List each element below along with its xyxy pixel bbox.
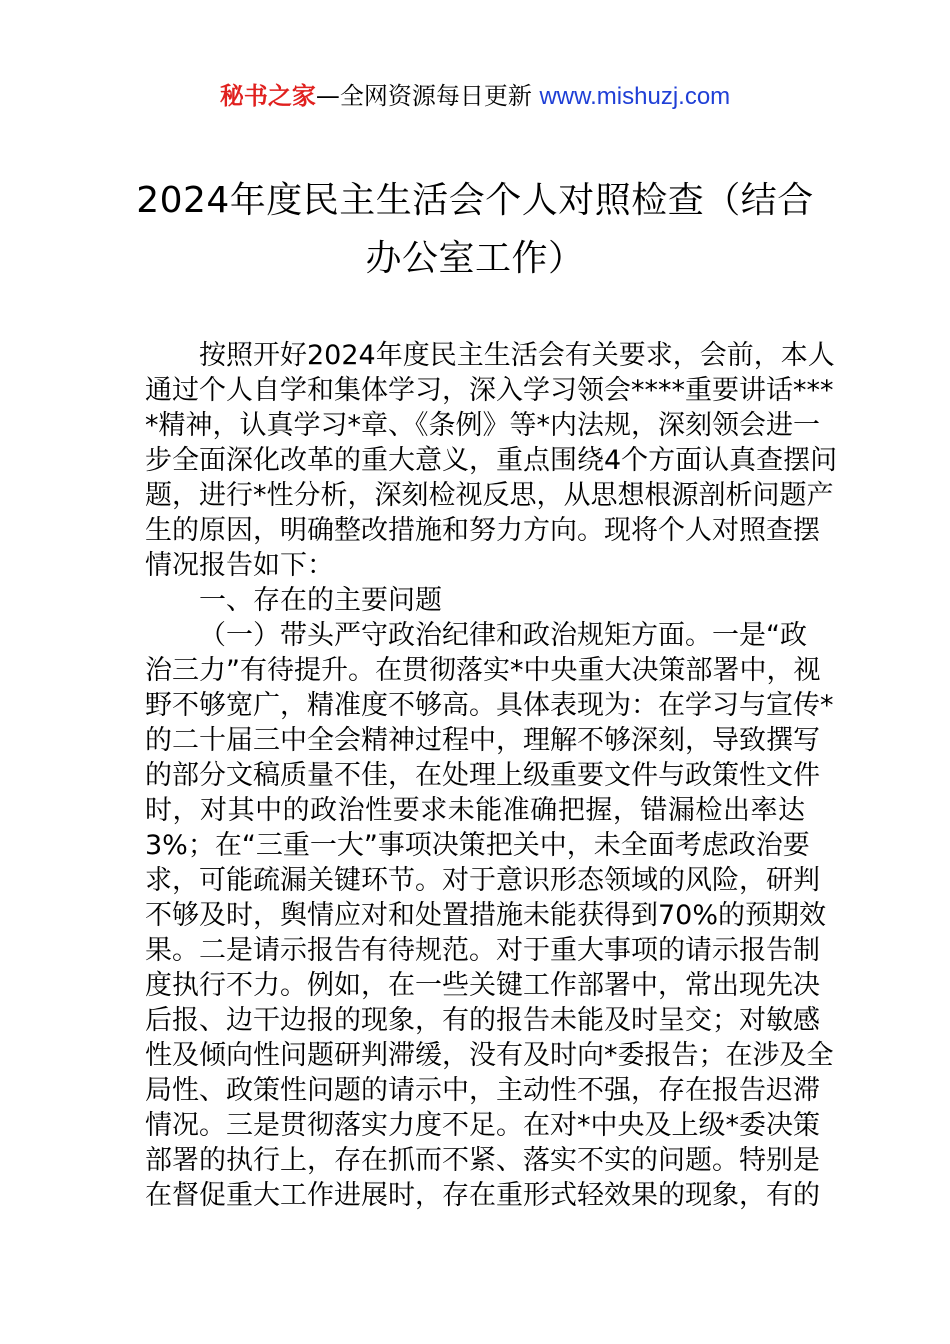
paragraph-line: 性及倾向性问题研判滞缓，没有及时向*委报告；在涉及全: [145, 1040, 834, 1071]
paragraph-line: 3%；在“三重一大”事项决策把关中，未全面考虑政治要: [145, 830, 810, 861]
paragraph-line: 果。二是请示报告有待规范。对于重大事项的请示报告制: [145, 935, 820, 966]
paragraph-line: 求，可能疏漏关键环节。对于意识形态领域的风险，研判: [145, 865, 820, 896]
paragraph-line: 通过个人自学和集体学习，深入学习领会****重要讲话***: [145, 375, 834, 406]
paragraph-line: （一）带头严守政治纪律和政治规矩方面。一是“政: [199, 620, 807, 651]
paragraph-line: 的二十届三中全会精神过程中，理解不够深刻，导致撰写: [145, 725, 820, 756]
site-brand: 秘书之家: [219, 82, 316, 110]
paragraph-line: 按照开好2024年度民主生活会有关要求，会前，本人: [199, 340, 835, 371]
title-line: 2024年度民主生活会个人对照检查（结合: [136, 180, 814, 221]
site-header: [0, 78, 950, 115]
paragraph-line: 题，进行*性分析，深刻检视反思，从思想根源剖析问题产: [145, 480, 834, 511]
title-line: 办公室工作）: [365, 238, 585, 279]
paragraph-line: 治三力”有待提升。在贯彻落实*中央重大决策部署中，视: [145, 655, 821, 686]
paragraph-line: 的部分文稿质量不佳，在处理上级重要文件与政策性文件: [145, 760, 820, 791]
section-heading: [0, 583, 950, 618]
paragraph-line: 野不够宽广，精准度不够高。具体表现为：在学习与宣传*: [145, 690, 834, 721]
paragraph-line: 不够及时，舆情应对和处置措施未能获得到70%的预期效: [145, 900, 827, 931]
problems-paragraph: [0, 618, 950, 1213]
site-url-link[interactable]: www.mishuzj.com: [539, 83, 731, 110]
paragraph-line: 步全面深化改革的重大意义，重点围绕4个方面认真查摆问: [145, 445, 838, 476]
site-tagline: —全网资源每日更新: [315, 82, 540, 110]
paragraph-line: 情况。三是贯彻落实力度不足。在对*中央及上级*委决策: [145, 1110, 820, 1141]
paragraph-line: 局性、政策性问题的请示中，主动性不强，存在报告迟滞: [145, 1075, 820, 1106]
document-body: [0, 338, 950, 1213]
paragraph-line: 度执行不力。例如，在一些关键工作部署中，常出现先决: [145, 970, 820, 1001]
paragraph-line: 部署的执行上，存在抓而不紧、落实不实的问题。特别是: [145, 1145, 820, 1176]
paragraph-line: 生的原因，明确整改措施和努力方向。现将个人对照查摆: [145, 515, 820, 546]
paragraph-line: 情况报告如下：: [145, 550, 334, 581]
paragraph-line: *精神，认真学习*章、《条例》等*内法规，深刻领会进一: [145, 410, 820, 441]
intro-paragraph: [0, 338, 950, 583]
heading-line: 一、存在的主要问题: [199, 585, 442, 616]
paragraph-line: 时，对其中的政治性要求未能准确把握，错漏检出率达: [145, 795, 805, 826]
paragraph-line: 后报、边干边报的现象，有的报告未能及时呈交；对敏感: [145, 1005, 820, 1036]
document-title: [130, 172, 820, 288]
paragraph-line: 在督促重大工作进展时，存在重形式轻效果的现象，有的: [145, 1180, 820, 1211]
